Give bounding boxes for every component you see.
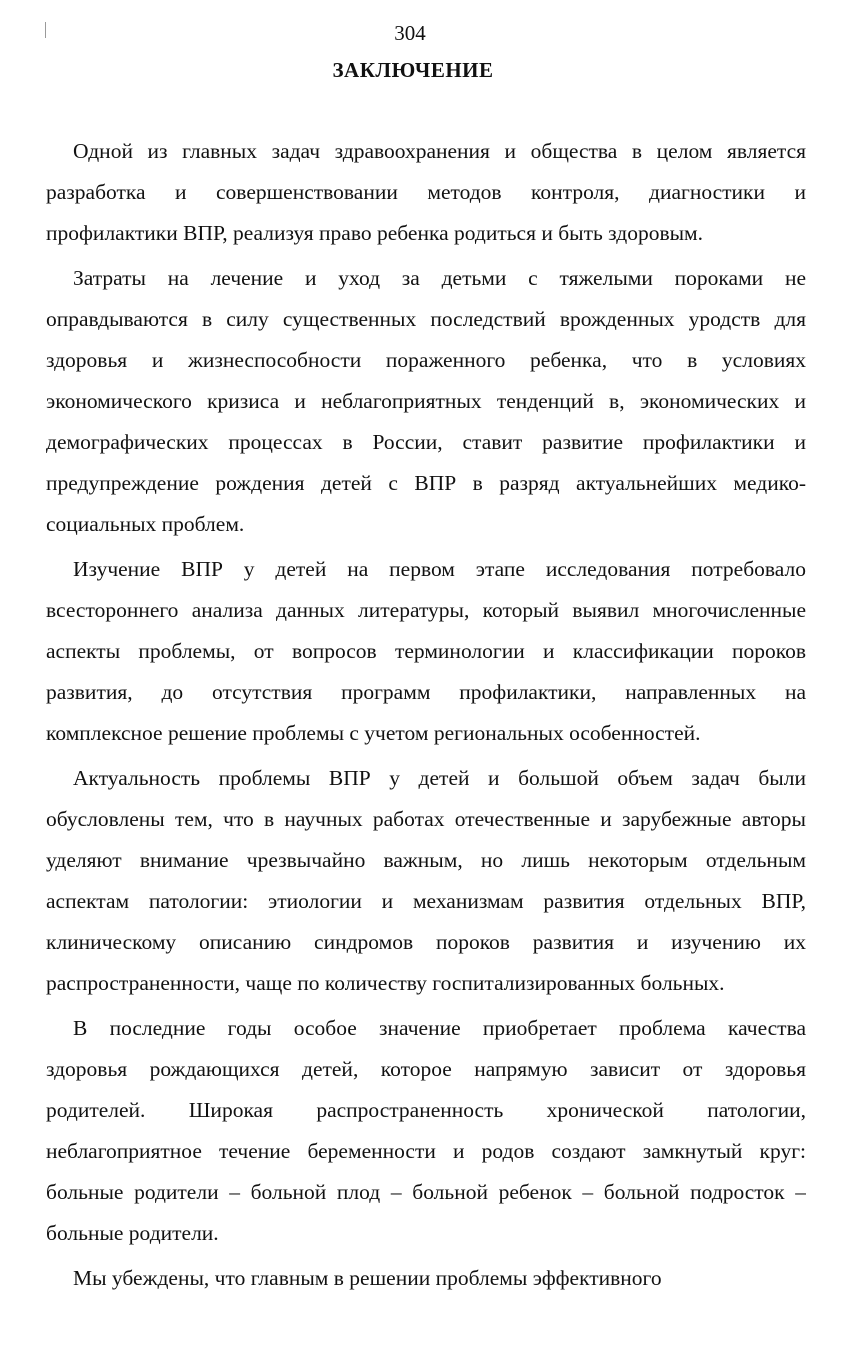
text-line: распространенности, чаще по количеству госпитализированных больных. <box>46 971 725 995</box>
text-line: предупреждение рождения детей с ВПР в разряд актуальнейших медико- <box>46 471 806 495</box>
text-line: профилактики ВПР, реализуя право ребенка родиться и быть здоровым. <box>46 221 704 245</box>
paragraph <box>46 549 806 754</box>
text-line: больные родители. <box>46 1221 219 1245</box>
text-line: разработка и совершенствовании методов контроля, диагностики и <box>46 180 806 204</box>
text-line: аспекты проблемы, от вопросов терминологии и классификации пороков <box>46 639 806 663</box>
paragraph <box>46 1008 806 1254</box>
text-line: Одной из главных задач здравоохранения и общества в целом является <box>73 139 806 163</box>
text-line: обусловлены тем, что в научных работах отечественные и зарубежные авторы <box>46 807 806 831</box>
text-line: аспектам патологии: этиологии и механизмам развития отдельных ВПР, <box>46 889 806 913</box>
text-line: Затраты на лечение и уход за детьми с тяжелыми пороками не <box>73 266 806 290</box>
paragraph <box>46 1258 806 1299</box>
text-line: Мы убеждены, что главным в решении проблемы эффективного <box>73 1266 662 1290</box>
text-line: уделяют внимание чрезвычайно важным, но лишь некоторым отдельным <box>46 848 806 872</box>
text-line: экономического кризиса и неблагоприятных тенденций в, экономических и <box>46 389 806 413</box>
page-number: 304 <box>394 21 426 45</box>
text-line: больные родители – больной плод – больной ребенок – больной подросток – <box>46 1180 806 1204</box>
text-line: демографических процессах в России, ставит развитие профилактики и <box>46 430 806 454</box>
text-line: оправдываются в силу существенных последствий врожденных уродств для <box>46 307 806 331</box>
text-line: социальных проблем. <box>46 512 245 536</box>
text-line: развития, до отсутствия программ профилактики, направленных на <box>46 680 806 704</box>
paragraph <box>46 131 806 254</box>
paragraph <box>46 758 806 1004</box>
text-line: неблагоприятное течение беременности и родов создают замкнутый круг: <box>46 1139 806 1163</box>
text-line: всестороннего анализа данных литературы, который выявил многочисленные <box>46 598 806 622</box>
section-heading: ЗАКЛЮЧЕНИЕ <box>332 58 494 82</box>
text-line: В последние годы особое значение приобретает проблема качества <box>73 1016 806 1040</box>
text-line: Актуальность проблемы ВПР у детей и большой объем задач были <box>73 766 806 790</box>
text-line: клиническому описанию синдромов пороков развития и изучению их <box>46 930 806 954</box>
text-line: здоровья рождающихся детей, которое напрямую зависит от здоровья <box>46 1057 806 1081</box>
text-line: родителей. Широкая распространенность хронической патологии, <box>46 1098 806 1122</box>
text-line: здоровья и жизнеспособности пораженного ребенка, что в условиях <box>46 348 806 372</box>
body-text <box>46 131 806 1303</box>
text-line: комплексное решение проблемы с учетом региональных особенностей. <box>46 721 701 745</box>
paragraph <box>46 258 806 545</box>
text-line: Изучение ВПР у детей на первом этапе исследования потребовало <box>73 557 806 581</box>
